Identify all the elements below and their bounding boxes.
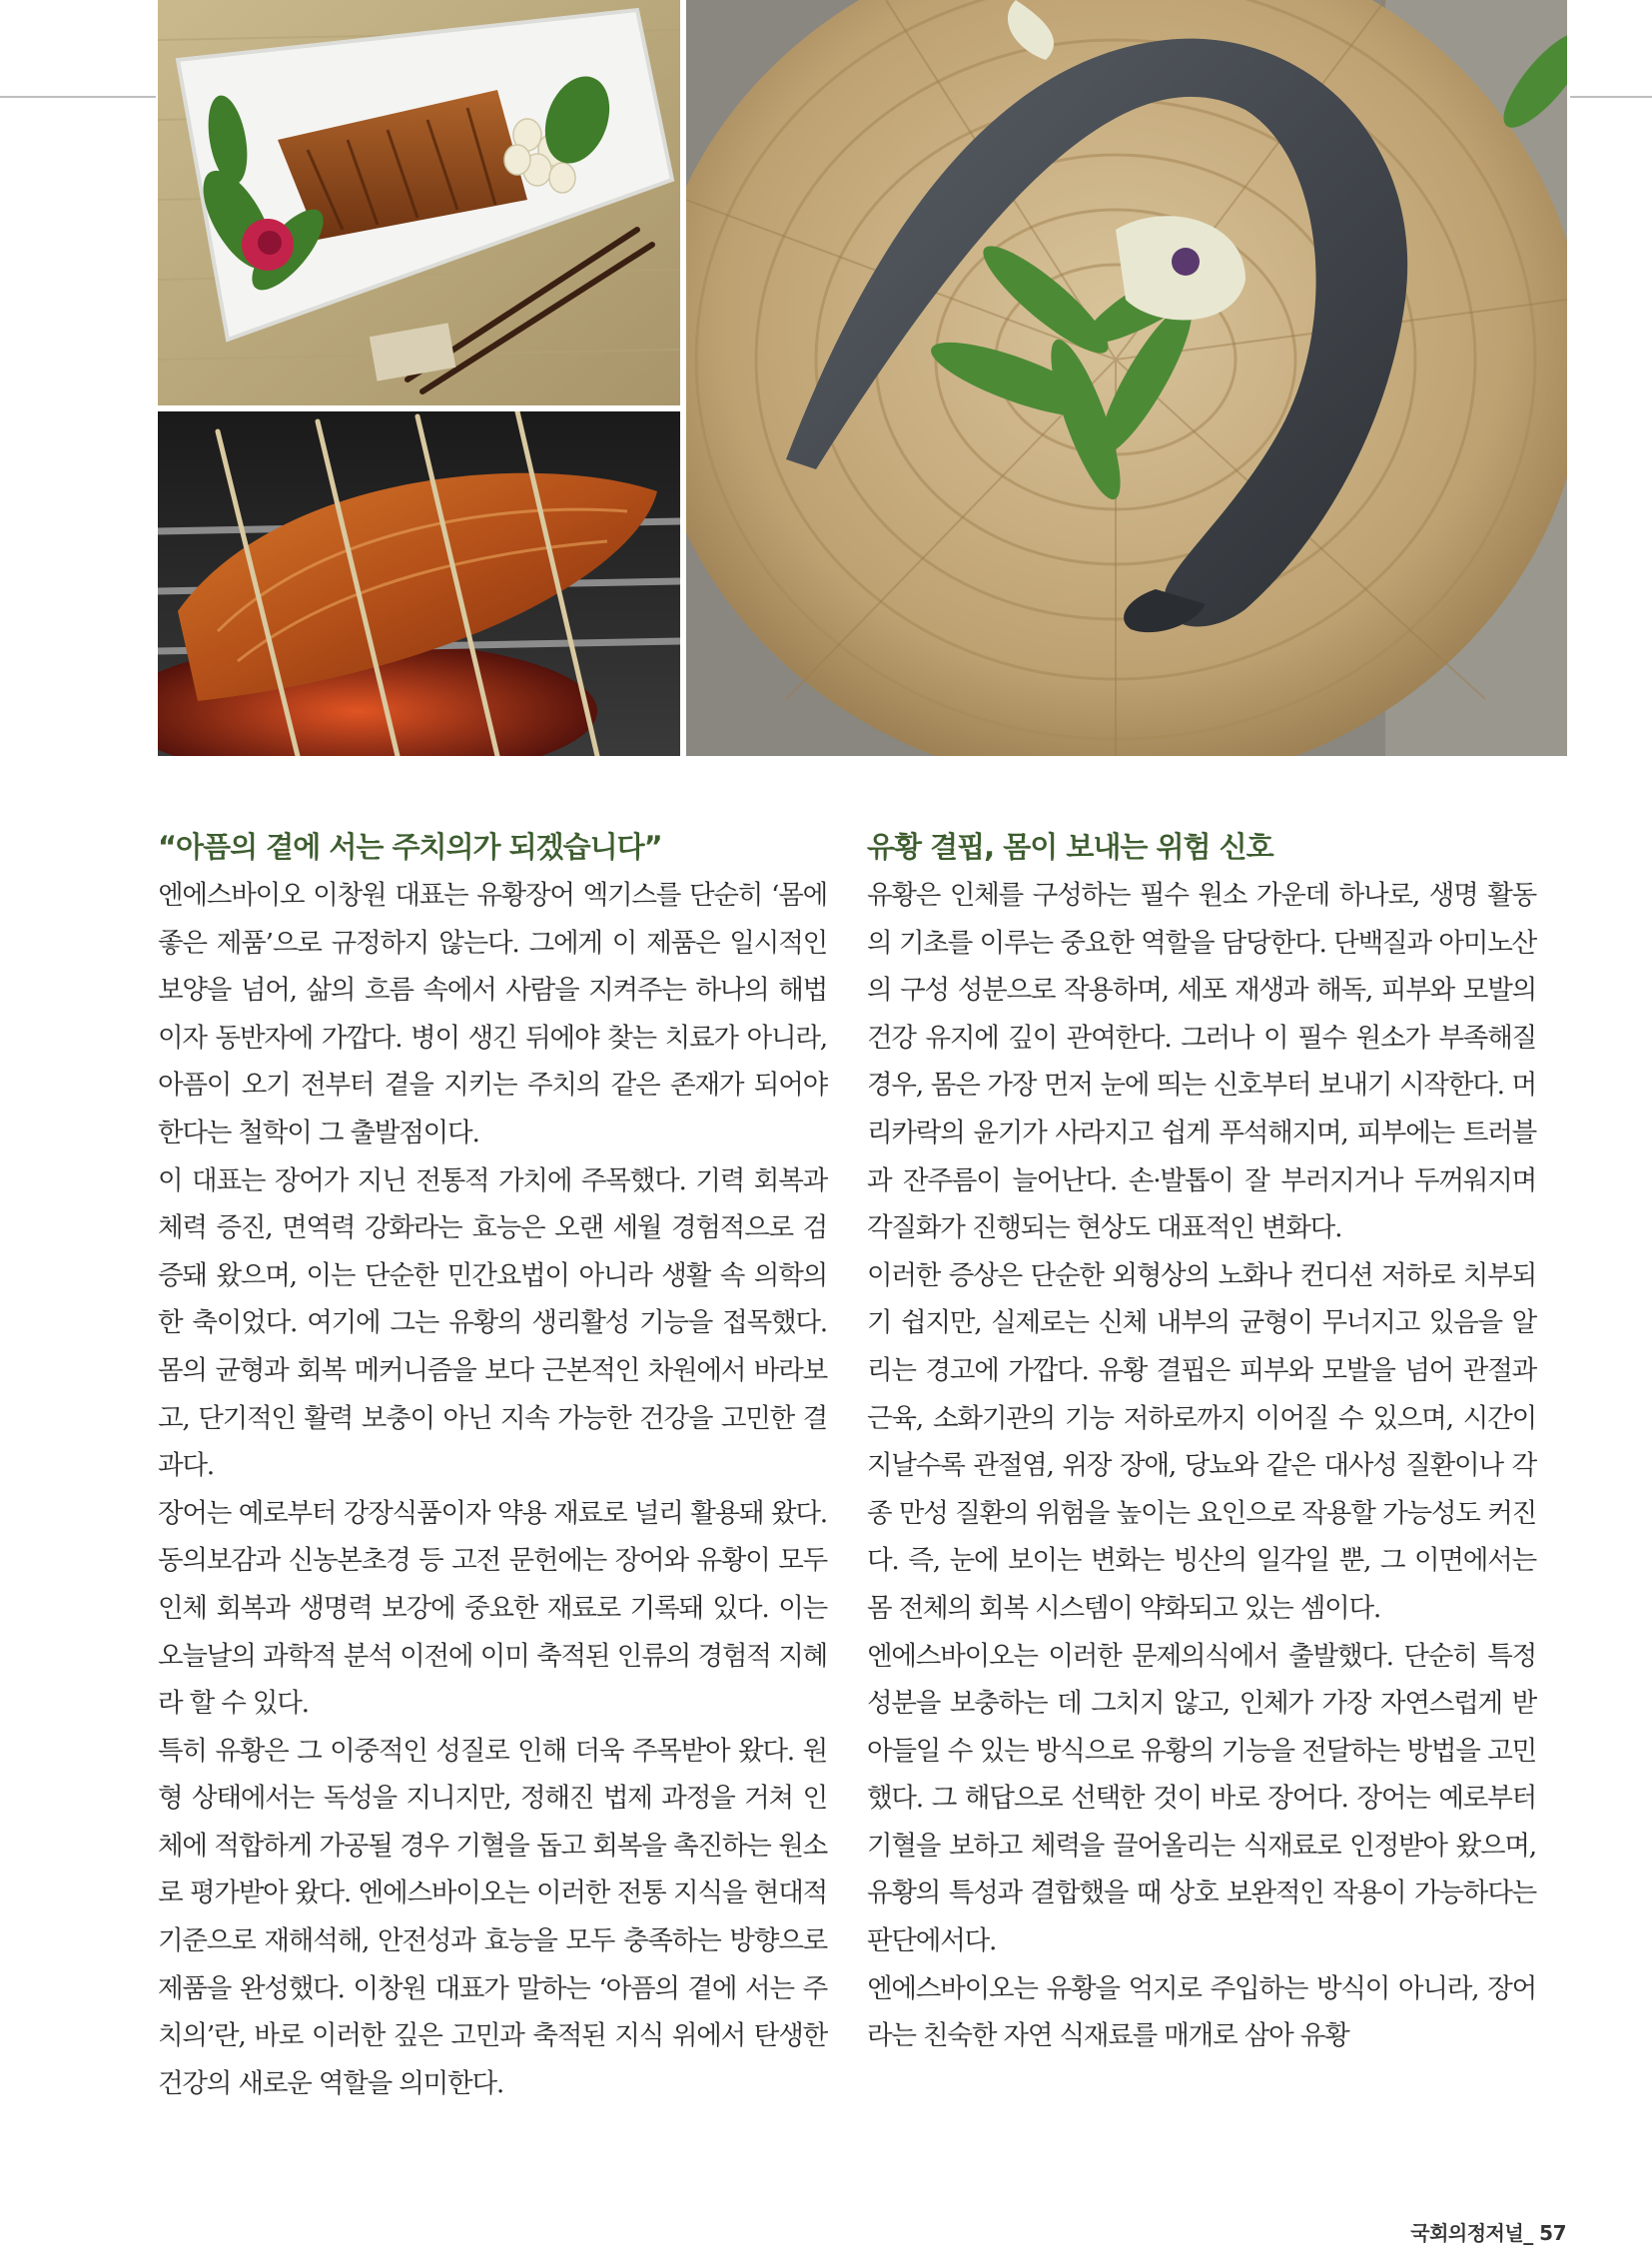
photo-eel-on-grill xyxy=(158,411,680,756)
right-paragraph-2: 이러한 증상은 단순한 외형상의 노화나 컨디션 저하로 치부되기 쉽지만, 실제로는 신체 내부의 균형이 무너지고 있음을 알리는 경고에 가깝다. 유황 결핍은 피부와 모발을 넘어 관절과 근육, 소화기관의 기능 저하로까지 이어질 수 있으며, 시간이 지날수록 관절염, 위장 장애, 당뇨와 같은 대사성 질환이나 각종 만성 질환의 위험을 높이는 요인으로 작용할 가능성도 커진다. 즉, 눈에 보이는 변화는 빙산의 일각일 뿐, 그 이면에서는 몸 전체의 회복 시스템이 약화되고 있는 셈이다. xyxy=(867,1259,1536,1624)
left-paragraph-4: 특히 유황은 그 이중적인 성질로 인해 더욱 주목받아 왔다. 원형 상태에서는 독성을 지니지만, 정해진 법제 과정을 거쳐 인체에 적합하게 가공될 경우 기혈을 돕고 회복을 촉진하는 원소로 평가받아 왔다. 엔에스바이오는 이러한 전통 지식을 현대적 기준으로 재해석해, 안전성과 효능을 모두 충족하는 방향으로 제품을 완성했다. 이창원 대표가 말하는 ‘아픔의 곁에 서는 주치의’란, 바로 이러한 깊은 고민과 축적된 지식 위에서 탄생한 건강의 새로운 역할을 의미한다. xyxy=(158,1735,827,2099)
section-heading-right: 유황 결핍, 몸이 보내는 위험 신호 xyxy=(867,830,1273,864)
right-column xyxy=(867,825,1536,2060)
photo-eel-in-basket xyxy=(686,0,1567,756)
left-column xyxy=(158,825,827,2107)
header-rule-left xyxy=(0,96,156,98)
header-rule-right xyxy=(1570,96,1652,98)
section-heading-left: “아픔의 곁에 서는 주치의가 되겠습니다” xyxy=(158,830,662,864)
right-paragraph-3: 엔에스바이오는 이러한 문제의식에서 출발했다. 단순히 특정 성분을 보충하는 데 그치지 않고, 인체가 가장 자연스럽게 받아들일 수 있는 방식으로 유황의 기능을 전달하는 방법을 고민했다. 그 해답으로 선택한 것이 바로 장어다. 장어는 예로부터 기혈을 보하고 체력을 끌어올리는 식재료로 인정받아 왔으며, 유황의 특성과 결합했을 때 상호 보완적인 작용이 가능하다는 판단에서다. xyxy=(867,1640,1536,1957)
right-paragraph-1: 유황은 인체를 구성하는 필수 원소 가운데 하나로, 생명 활동의 기초를 이루는 중요한 역할을 담당한다. 단백질과 아미노산의 구성 성분으로 작용하며, 세포 재생과 해독, 피부와 모발의 건강 유지에 깊이 관여한다. 그러나 이 필수 원소가 부족해질 경우, 몸은 가장 먼저 눈에 띄는 신호부터 보내기 시작한다. 머리카락의 윤기가 사라지고 쉽게 푸석해지며, 피부에는 트러블과 잔주름이 늘어난다. 손·발톱이 잘 부러지거나 두꺼워지며 각질화가 진행되는 현상도 대표적인 변화다. xyxy=(867,880,1536,1244)
left-paragraph-2: 이 대표는 장어가 지닌 전통적 가치에 주목했다. 기력 회복과 체력 증진, 면역력 강화라는 효능은 오랜 세월 경험적으로 검증돼 왔으며, 이는 단순한 민간요법이 아니라 생활 속 의학의 한 축이었다. 여기에 그는 유황의 생리활성 기능을 접목했다. 몸의 균형과 회복 메커니즘을 보다 근본적인 차원에서 바라보고, 단기적인 활력 보충이 아닌 지속 가능한 건강을 고민한 결과다. xyxy=(158,1164,827,1482)
page-footer: 국회의정저널_ 57 xyxy=(1410,2221,1566,2245)
left-paragraph-3: 장어는 예로부터 강장식품이자 약용 재료로 널리 활용돼 왔다. 동의보감과 신농본초경 등 고전 문헌에는 장어와 유황이 모두 인체 회복과 생명력 보강에 중요한 재료로 기록돼 있다. 이는 오늘날의 과학적 분석 이전에 이미 축적된 인류의 경험적 지혜라 할 수 있다. xyxy=(158,1497,827,1720)
photo-grilled-eel-plate xyxy=(158,0,680,405)
right-paragraph-4: 엔에스바이오는 유황을 억지로 주입하는 방식이 아니라, 장어라는 친숙한 자연 식재료를 매개로 삼아 유황 xyxy=(867,1972,1536,2052)
left-paragraph-1: 엔에스바이오 이창원 대표는 유황장어 엑기스를 단순히 ‘몸에 좋은 제품’으로 규정하지 않는다. 그에게 이 제품은 일시적인 보양을 넘어, 삶의 흐름 속에서 사람을 지켜주는 하나의 해법이자 동반자에 가깝다. 병이 생긴 뒤에야 찾는 치료가 아니라, 아픔이 오기 전부터 곁을 지키는 주치의 같은 존재가 되어야 한다는 철학이 그 출발점이다. xyxy=(158,880,827,1148)
